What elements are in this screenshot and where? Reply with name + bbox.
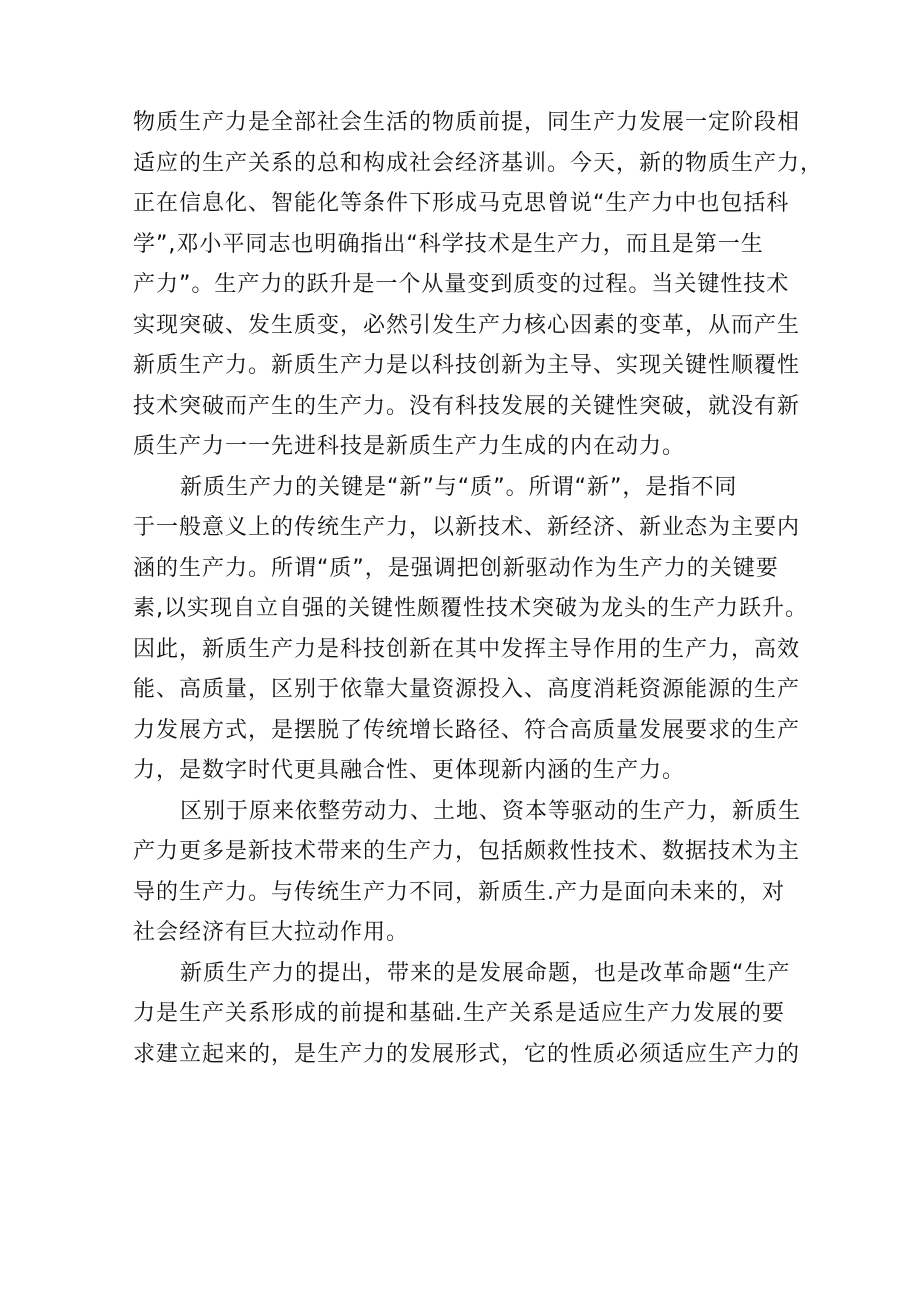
paragraph-4 (133, 954, 801, 1076)
text-line: 正在信息化、智能化等条件下形成马克思曾说“生产力中也包括科 (133, 191, 790, 216)
text-line: 力，是数字时代更具融合性、更体现新内涵的生产力。 (133, 758, 686, 783)
text-line: 产力更多是新技术带来的生产力，包括颇救性技术、数据技术为主 (133, 839, 801, 864)
text-line: 力是生产关系形成的前提和基础.生产关系是适应生产力发展的要 (133, 1001, 785, 1026)
text-line: 力发展方式，是摆脱了传统增长路径、符合高质量发展要求的生产 (133, 717, 801, 743)
text-line: 求建立起来的，是生产力的发展形式，它的性质必须适应生产力的 (133, 1041, 801, 1067)
text-line: 导的生产力。与传统生产力不同，新质生.产力是面向未来的，对 (133, 879, 785, 905)
text-line: 适应的生产关系的总和构成社会经济基训。今天，新的物质生产力， (133, 150, 824, 176)
paragraph-1 (133, 103, 824, 468)
text-line: 能、高质量，区别于依靠大量资源投入、高度消耗资源能源的生产 (133, 677, 801, 702)
text-line: 区别于原来依整劳动力、土地、资本等驱动的生产力，新质生 (180, 798, 802, 824)
paragraph-3 (133, 792, 802, 954)
document-body (133, 103, 824, 1075)
text-line: 产力”。生产力的跃升是一个从量变到质变的过程。当关键性技术 (133, 272, 790, 297)
text-line: 因此，新质生产力是科技创新在其中发挥主导作用的生产力，高效 (133, 636, 801, 662)
text-line: 涵的生产力。所谓“质”，是强调把创新驱动作为生产力的关键要 (133, 555, 779, 581)
text-line: 于一般意义上的传统生产力，以新技术、新经济、新业态为主要内 (133, 515, 801, 540)
text-line: 质生产力一一先进科技是新质生产力生成的内在动力。 (133, 434, 686, 459)
text-line: 社会经济有巨大拉动作用。 (133, 920, 410, 945)
text-line: 实现突破、发生质变，必然引发生产力核心因素的变革，从而产生 (133, 312, 801, 338)
text-line: 学”,邓小平同志也明确指出“科学技术是生产力，而且是第一生 (133, 231, 764, 257)
text-line: 新质生产力。新质生产力是以科技创新为主导、实现关键性顺覆性 (133, 353, 801, 378)
text-line: 新质生产力的关键是“新”与“质”。所谓“新”，是指不同 (180, 474, 738, 500)
text-line: 技术突破而产生的生产力。没有科技发展的关键性突破，就没有新 (133, 393, 801, 419)
text-line: 物质生产力是全部社会生活的物质前提，同生产力发展一定阶段相 (133, 110, 801, 135)
paragraph-2 (133, 468, 808, 792)
text-line: 素,以实现自立自强的关键性颇覆性技术突破为龙头的生产力跃升。 (133, 596, 808, 621)
text-line: 新质生产力的提出，带来的是发展命题，也是改革命题“生产 (180, 960, 791, 986)
